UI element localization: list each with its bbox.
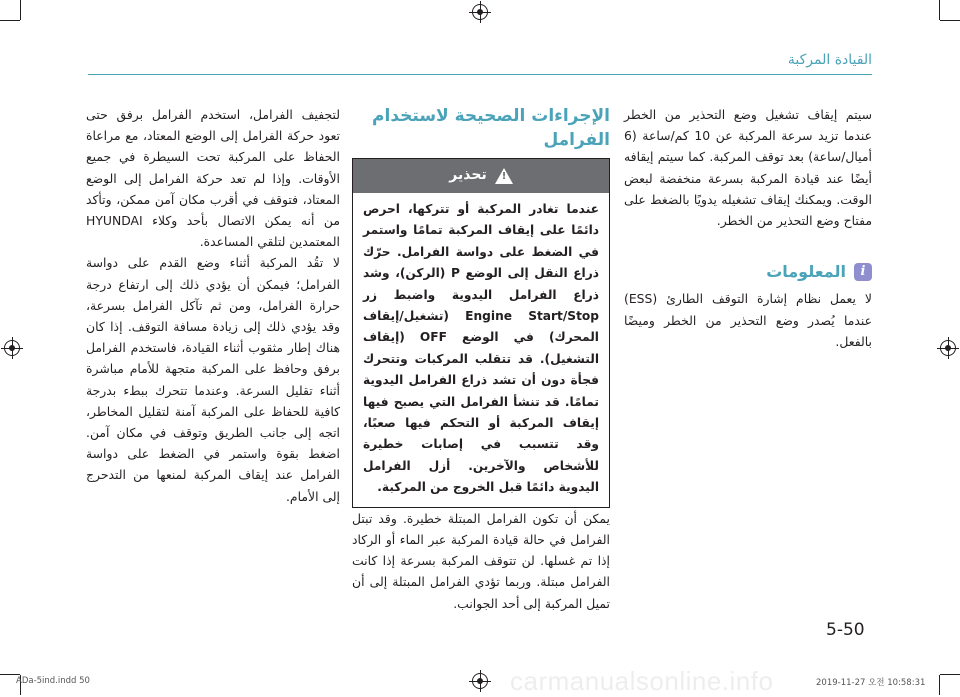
registration-mark-icon [472, 4, 488, 20]
footer-date: 2019-11-27 오전 10:58:31 [816, 678, 926, 688]
paragraph: لتجفيف الفرامل، استخدم الفرامل برفق حتى تعود حركة الفرامل إلى الوضع المعتاد، مع مراعاة الحفاظ على المركبة تحت السيطرة في جميع الأوقات. وإذا لم تعد حركة الفرامل إلى الوضع المعتاد، فتوقف في أقرب مكان آمن ممكن، وتأكد من أنه يمكن الاتصال بأحد وكلاء HYUNDAI المعتمدين لتلقي المساعدة. [86, 107, 340, 250]
crop-mark [940, 674, 960, 675]
paragraph: لا تقُد المركبة أثناء وضع القدم على دواسة الفرامل؛ فيمكن أن يؤدي ذلك إلى ارتفاع درجة حرارة الفرامل، ومن ثم تآكل الفرامل بسرعة، وقد يؤدي ذلك إلى زيادة مسافة التوقف. إذا كان هناك إطار مثقوب أثناء القيادة، فاستخدم الفرامل برفق وحافظ على المركبة متجهة للأمام مباشرة أثناء تقليل السرعة. وعندما تتحرك ببطء بدرجة كافية للحفاظ على المركبة آمنة لتقليل المخاطر، اتجه إلى جانب الطريق وتوقف في مكان آمن. اضغط بقوة واستمر في الضغط على دواسة الفرامل عند إيقاف المركبة لمنعها من التدحرج إلى الأمام. [86, 255, 340, 504]
warning-label: تحذير [449, 167, 487, 184]
page-number: 5-50 [826, 620, 865, 640]
section-title: القيادة المركبة [787, 52, 872, 68]
crop-mark [20, 0, 21, 20]
right-column [624, 104, 872, 352]
crop-mark [0, 674, 20, 675]
section-heading: الإجراءات الصحيحة لاستخدام الفرامل [372, 106, 610, 150]
registration-mark-icon [4, 340, 20, 356]
footer-file: ADa-5ind.indd 50 [16, 676, 90, 686]
warning-icon: ! [495, 168, 513, 184]
registration-mark-icon [940, 340, 956, 356]
warning-header [353, 159, 609, 193]
crop-mark [0, 20, 20, 21]
header-rule [88, 74, 872, 75]
notes-title: المعلومات [766, 262, 846, 282]
paragraph: سيتم إيقاف تشغيل وضع التحذير من الخطر عندما تزيد سرعة المركبة عن 10 كم/ساعة (6 أميال/ساعة) بعد توقف المركبة. كما سيتم إيقافه أيضًا عند قيادة المركبة بسرعة منخفضة لبعض الوقت. ويمكنك إيقاف تشغيله يدويًا بالضغط على مفتاح وضع التحذير من الخطر. [624, 107, 872, 229]
paragraph: يمكن أن تكون الفرامل المبتلة خطيرة. وقد تبتل الفرامل في حالة قيادة المركبة عبر الماء أو الركاد إذا تم غسلها. لن تتوقف المركبة بسرعة إذا كانت الفرامل مبتلة. وربما تؤدي الفرامل المبتلة إلى أن تميل المركبة إلى أحد الجوانب. [352, 510, 610, 611]
registration-mark-icon [472, 673, 488, 689]
middle-column [352, 104, 610, 614]
warning-text: عندما تغادر المركبة أو تتركها، احرص دائمًا على إيقاف المركبة تمامًا واستمر في الضغط على دواسة الفرامل. حرّك ذراع النقل إلى الوضع P (الركن)، وشد ذراع الفرامل اليدوية واضبط زر Engine Start/Stop (تشغيل/إيقاف المحرك) في الوضع OFF (إيقاف التشغيل). قد تتقلب المركبات وتتحرك فجأة دون أن تشد ذراع الفرامل اليدوية تمامًا. قد تنشأ الفرامل التي يصبح فيها إيقاف المركبة أو التحكم فيها صعبًا، وقد تتسبب في إصابات خطيرة للأشخاص والآخرين. أزل الفرامل اليدوية دائمًا قبل الخروج من المركبة. [363, 202, 600, 495]
crop-mark [939, 0, 940, 20]
left-column [86, 104, 340, 507]
warning-box [352, 158, 610, 508]
watermark: carmanualsonline.info [510, 666, 774, 696]
crop-mark [939, 675, 940, 695]
notes-text: لا يعمل نظام إشارة التوقف الطارئ (ESS) عندما يُصدر وضع التحذير من الخطر وميضًا بالفعل. [624, 291, 872, 349]
info-icon: i [854, 263, 872, 281]
notes-heading [624, 261, 872, 282]
crop-mark [940, 20, 960, 21]
